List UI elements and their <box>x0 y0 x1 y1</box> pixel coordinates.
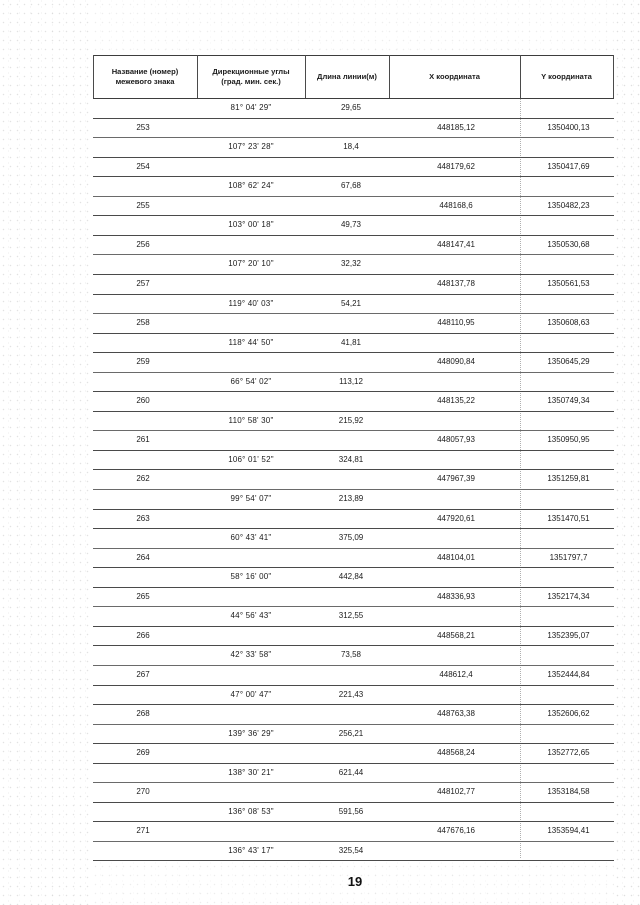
x-coordinate-cell: 448336,93 <box>437 591 475 601</box>
x-coordinate-cell: 448090,84 <box>437 357 475 367</box>
coordinates-table <box>93 55 614 859</box>
segment-row <box>93 569 614 584</box>
segment-row <box>93 804 614 819</box>
header-divider <box>613 55 614 98</box>
row-divider <box>93 548 614 549</box>
direction-angle-cell: 66° 54' 02" <box>230 376 272 386</box>
point-row <box>93 745 614 760</box>
point-name-cell: 263 <box>136 513 150 523</box>
row-divider <box>93 665 614 666</box>
direction-angle-cell: 118° 44' 50" <box>228 337 274 347</box>
point-name-cell: 254 <box>136 161 150 171</box>
line-length-cell: 18,4 <box>343 142 359 152</box>
point-name-cell: 253 <box>136 122 150 132</box>
y-coordinate-cell: 1353594,41 <box>547 826 590 836</box>
point-row <box>93 550 614 565</box>
point-row <box>93 354 614 369</box>
line-length-cell: 54,21 <box>340 298 362 308</box>
row-divider <box>93 528 614 529</box>
direction-angle-cell: 106° 01' 52" <box>228 454 274 464</box>
y-coordinate-cell: 1352606,62 <box>547 709 590 719</box>
left-scan-margin <box>0 0 92 905</box>
row-divider <box>93 509 614 510</box>
row-divider <box>93 763 614 764</box>
y-coordinate-cell: 1350482,23 <box>547 200 590 210</box>
row-divider <box>93 118 614 119</box>
direction-angle-cell: 81° 04' 29" <box>230 103 272 112</box>
x-coordinate-cell: 448568,24 <box>437 748 475 758</box>
point-row <box>93 511 614 526</box>
direction-angle-cell: 107° 20' 10" <box>228 259 274 269</box>
point-row <box>93 159 614 174</box>
point-row <box>93 393 614 408</box>
point-row <box>93 706 614 721</box>
point-name-cell: 270 <box>136 787 150 797</box>
point-row <box>93 784 614 799</box>
direction-angle-cell: 47° 00' 47" <box>230 689 272 699</box>
point-row <box>93 628 614 643</box>
point-name-cell: 255 <box>136 200 150 210</box>
row-divider <box>93 841 614 842</box>
row-divider <box>93 157 614 158</box>
line-length-cell: 49,73 <box>340 220 362 230</box>
line-length-cell: 312,55 <box>338 611 364 621</box>
point-row <box>93 276 614 291</box>
segment-row <box>93 530 614 545</box>
line-length-cell: 256,21 <box>338 728 364 738</box>
segment-row <box>93 335 614 350</box>
x-coordinate-cell: 448168,6 <box>439 200 473 210</box>
y-coordinate-cell: 1352174,34 <box>547 591 590 601</box>
point-row <box>93 823 614 838</box>
header-bottom-border <box>93 98 614 99</box>
header-angle-column: Дирекционные углы (град. мин. сек.) <box>212 66 290 86</box>
point-row <box>93 589 614 604</box>
row-divider <box>93 411 614 412</box>
x-coordinate-cell: 448104,01 <box>437 552 475 562</box>
y-coordinate-cell: 1350608,63 <box>547 318 590 328</box>
point-row <box>93 198 614 213</box>
header-x-column: X координата <box>429 71 480 81</box>
right-scan-margin <box>614 0 640 905</box>
line-length-cell: 32,32 <box>340 259 362 269</box>
segment-row <box>93 139 614 154</box>
x-coordinate-cell: 448137,78 <box>437 278 475 288</box>
point-row <box>93 315 614 330</box>
point-row <box>93 432 614 447</box>
segment-row <box>93 413 614 428</box>
direction-angle-cell: 99° 54' 07" <box>230 494 272 503</box>
x-coordinate-cell: 448185,12 <box>437 122 475 132</box>
segment-row <box>93 726 614 741</box>
row-divider <box>93 469 614 470</box>
row-divider <box>93 743 614 744</box>
x-coordinate-cell: 448147,41 <box>437 239 475 249</box>
y-coordinate-cell: 1350530,68 <box>547 239 590 249</box>
direction-angle-cell: 136° 43' 17" <box>228 845 274 855</box>
x-coordinate-cell: 448763,38 <box>437 709 475 719</box>
row-divider <box>93 782 614 783</box>
y-coordinate-cell: 1351470,51 <box>547 513 590 523</box>
row-divider <box>93 860 614 861</box>
row-divider <box>93 489 614 490</box>
line-length-cell: 621,44 <box>338 767 364 777</box>
segment-row <box>93 296 614 311</box>
line-length-cell: 41,81 <box>340 337 362 347</box>
point-name-cell: 269 <box>136 748 150 758</box>
x-coordinate-cell: 448057,93 <box>437 435 475 445</box>
y-coordinate-cell: 1352444,84 <box>547 669 590 679</box>
segment-row <box>93 100 614 115</box>
y-coordinate-cell: 1350417,69 <box>547 161 590 171</box>
line-length-cell: 29,65 <box>340 103 362 112</box>
line-length-cell: 324,81 <box>338 454 364 464</box>
direction-angle-cell: 138° 30' 21" <box>228 767 274 777</box>
row-divider <box>93 430 614 431</box>
y-coordinate-cell: 1353184,58 <box>547 787 590 797</box>
row-divider <box>93 137 614 138</box>
row-divider <box>93 215 614 216</box>
direction-angle-cell: 110° 58' 30" <box>228 415 274 425</box>
x-coordinate-cell: 448102,77 <box>437 787 475 797</box>
direction-angle-cell: 42° 33' 58" <box>230 650 272 660</box>
point-name-cell: 257 <box>136 278 150 288</box>
segment-row <box>93 256 614 271</box>
y-coordinate-cell: 1350561,53 <box>547 278 590 288</box>
row-divider <box>93 176 614 177</box>
row-divider <box>93 685 614 686</box>
row-divider <box>93 587 614 588</box>
header-length-column: Длина линии(м) <box>317 71 377 81</box>
point-name-cell: 261 <box>136 435 150 445</box>
line-length-cell: 591,56 <box>338 806 364 816</box>
direction-angle-cell: 108° 62' 24" <box>228 181 274 191</box>
page-number: 19 <box>347 874 363 889</box>
row-divider <box>93 724 614 725</box>
point-row <box>93 237 614 252</box>
row-divider <box>93 372 614 373</box>
point-row <box>93 120 614 135</box>
row-divider <box>93 274 614 275</box>
row-divider <box>93 352 614 353</box>
segment-row <box>93 217 614 232</box>
point-name-cell: 260 <box>136 396 150 406</box>
x-coordinate-cell: 448568,21 <box>437 630 475 640</box>
row-divider <box>93 294 614 295</box>
top-scan-margin <box>92 0 614 52</box>
row-divider <box>93 333 614 334</box>
y-coordinate-cell: 1352772,65 <box>547 748 590 758</box>
line-length-cell: 67,68 <box>340 181 362 191</box>
x-coordinate-cell: 447920,61 <box>437 513 475 523</box>
line-length-cell: 73,58 <box>340 650 362 660</box>
line-length-cell: 375,09 <box>338 533 364 543</box>
row-divider <box>93 254 614 255</box>
point-name-cell: 266 <box>136 630 150 640</box>
x-coordinate-cell: 448179,62 <box>437 161 475 171</box>
row-divider <box>93 626 614 627</box>
x-coordinate-cell: 448110,95 <box>437 318 475 328</box>
y-coordinate-cell: 1350400,13 <box>547 122 590 132</box>
y-coordinate-cell: 1352395,07 <box>547 630 590 640</box>
y-coordinate-cell: 1351797,7 <box>549 552 588 562</box>
row-divider <box>93 645 614 646</box>
x-coordinate-cell: 448135,22 <box>437 396 475 406</box>
segment-row <box>93 491 614 506</box>
segment-row <box>93 843 614 858</box>
y-coordinate-cell: 1351259,81 <box>547 474 590 484</box>
line-length-cell: 442,84 <box>338 572 364 582</box>
line-length-cell: 113,12 <box>339 376 363 386</box>
header-y-column: Y координата <box>541 71 592 81</box>
point-name-cell: 264 <box>136 552 150 562</box>
row-divider <box>93 606 614 607</box>
segment-row <box>93 765 614 780</box>
row-divider <box>93 704 614 705</box>
point-name-cell: 256 <box>136 239 150 249</box>
line-length-cell: 221,43 <box>338 689 364 699</box>
row-divider <box>93 802 614 803</box>
segment-row <box>93 687 614 702</box>
point-name-cell: 262 <box>136 474 150 484</box>
segment-row <box>93 608 614 623</box>
segment-row <box>93 178 614 193</box>
row-divider <box>93 313 614 314</box>
point-name-cell: 268 <box>136 709 150 719</box>
point-name-cell: 265 <box>136 591 150 601</box>
row-divider <box>93 567 614 568</box>
x-coordinate-cell: 447676,16 <box>437 826 475 836</box>
line-length-cell: 213,89 <box>338 494 364 503</box>
row-divider <box>93 196 614 197</box>
point-row <box>93 471 614 486</box>
x-coordinate-cell: 447967,39 <box>437 474 475 484</box>
row-divider <box>93 391 614 392</box>
y-coordinate-cell: 1350645,29 <box>547 357 590 367</box>
direction-angle-cell: 60° 43' 41" <box>230 533 272 543</box>
segment-row <box>93 452 614 467</box>
row-divider <box>93 235 614 236</box>
point-name-cell: 267 <box>136 669 150 679</box>
direction-angle-cell: 136° 08' 53" <box>228 806 274 816</box>
header-name-column: Название (номер) межевого знака <box>111 66 179 86</box>
direction-angle-cell: 107° 23' 28" <box>228 142 274 152</box>
direction-angle-cell: 119° 40' 03" <box>228 298 274 308</box>
point-name-cell: 258 <box>136 318 150 328</box>
segment-row <box>93 647 614 662</box>
segment-row <box>93 374 614 389</box>
line-length-cell: 325,54 <box>338 845 364 855</box>
direction-angle-cell: 44° 56' 43" <box>230 611 272 621</box>
row-divider <box>93 821 614 822</box>
row-divider <box>93 450 614 451</box>
point-row <box>93 667 614 682</box>
y-coordinate-cell: 1350950,95 <box>547 435 590 445</box>
direction-angle-cell: 58° 16' 00" <box>230 572 272 582</box>
line-length-cell: 215,92 <box>338 415 364 425</box>
x-coordinate-cell: 448612,4 <box>439 669 473 679</box>
direction-angle-cell: 103° 00' 18" <box>228 220 274 230</box>
direction-angle-cell: 139° 36' 29" <box>228 728 274 738</box>
y-coordinate-cell: 1350749,34 <box>547 396 590 406</box>
point-name-cell: 259 <box>136 357 150 367</box>
point-name-cell: 271 <box>136 826 150 836</box>
